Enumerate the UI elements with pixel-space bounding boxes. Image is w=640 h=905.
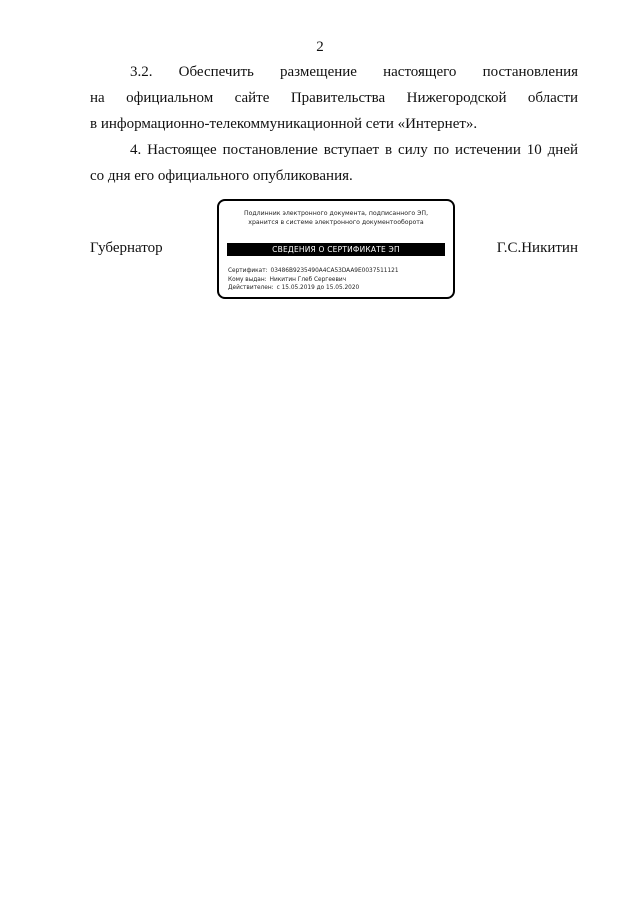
word: по (433, 142, 450, 158)
paragraph-3-2-line-2 (90, 86, 578, 111)
stamp-header (219, 209, 453, 227)
word: размещение (280, 64, 357, 80)
paragraph-3-2-line-3: в информационно-телекоммуникационной сети «Интернет». (90, 116, 478, 132)
word: силу (398, 142, 428, 158)
word: 10 (526, 142, 542, 158)
word: дней (547, 142, 579, 158)
stamp-header-line-2: хранится в системе электронного документооборота (248, 219, 424, 226)
word: области (527, 90, 579, 106)
electronic-signature-stamp (217, 199, 455, 299)
signatory-name: Г.С.Никитин (496, 240, 578, 256)
paragraph-4-line-2: со дня его официального опубликования. (90, 168, 353, 184)
word: 4. (130, 142, 142, 158)
word: на (90, 90, 105, 106)
word: в (385, 142, 393, 158)
word: сайте (234, 90, 270, 106)
word: Настоящее (147, 142, 217, 158)
word: Нижегородской (406, 90, 507, 106)
issued-to-row (228, 276, 399, 285)
word: настоящего (383, 64, 457, 80)
word: вступает (323, 142, 380, 158)
word: 3.2. (130, 64, 153, 80)
stamp-header-line-1: Подлинник электронного документа, подписанного ЭП, (243, 210, 429, 217)
word: официальном (126, 90, 214, 106)
signatory-position: Губернатор (90, 240, 163, 256)
stamp-details (228, 267, 399, 293)
certificate-row (228, 267, 399, 276)
word: Обеспечить (178, 64, 254, 80)
issued-to-label: Кому выдан: (228, 276, 267, 283)
word: истечении (455, 142, 521, 158)
paragraph-4-line-1 (90, 138, 578, 163)
validity-label: Действителен: (228, 285, 274, 292)
word: постановление (222, 142, 318, 158)
word: постановления (482, 64, 579, 80)
certificate-label: Сертификат: (228, 268, 268, 274)
validity-row (228, 284, 399, 293)
paragraph-3-2-line-1 (90, 60, 578, 85)
certificate-value: 03486B9235490A4CA53DAA9E0037511121 (270, 268, 399, 274)
stamp-title: СВЕДЕНИЯ О СЕРТИФИКАТЕ ЭП (227, 243, 445, 256)
validity-value: с 15.05.2019 до 15.05.2020 (276, 285, 360, 292)
page-number: 2 (316, 39, 324, 55)
word: Правительства (290, 90, 386, 106)
issued-to-value: Никитин Глеб Сергеевич (269, 276, 347, 283)
